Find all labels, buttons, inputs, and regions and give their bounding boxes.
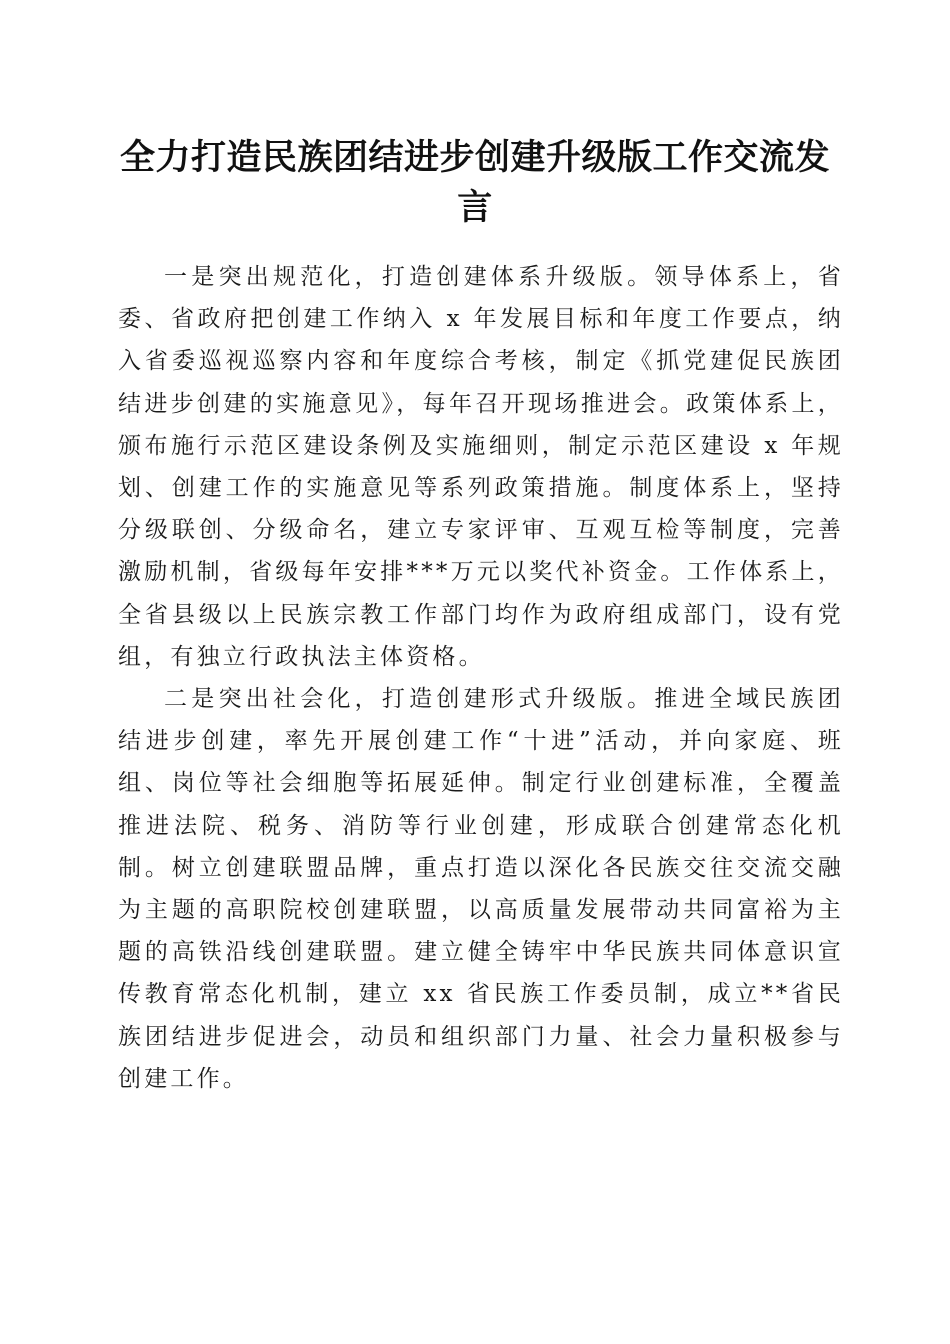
paragraph-1: [118, 256, 844, 678]
paragraph-2-lead: 二是突出社会化，打造创建形式升级版。: [164, 686, 655, 713]
paragraph-1-text: 领导体系上，省委、省政府把创建工作纳入 x 年发展目标和年度工作要点，纳入省委巡视巡察内容和年度综合考核，制定《抓党建促民族团结进步创建的实施意见》，每年召开现场推进会。政策体系上，颁布施行示范区建设条例及实施细则，制定示范区建设 x 年规划、创建工作的实施意见等系列政策措施。制度体系上，坚持分级联创、分级命名，建立专家评审、互观互检等制度，完善激励机制，省级每年安排***万元以奖代补资金。工作体系上，全省县级以上民族宗教工作部门均作为政府组成部门，设有党组，有独立行政执法主体资格。: [118, 264, 844, 670]
paragraph-2-text: 推进全域民族团结进步创建，率先开展创建工作“十进”活动，并向家庭、班组、岗位等社会细胞等拓展延伸。制定行业创建标准，全覆盖推进法院、税务、消防等行业创建，形成联合创建常态化机制。树立创建联盟品牌，重点打造以深化各民族交往交流交融为主题的高职院校创建联盟，以高质量发展带动共同富裕为主题的高铁沿线创建联盟。建立健全铸牢中华民族共同体意识宣传教育常态化机制，建立 xx 省民族工作委员制，成立**省民族团结进步促进会，动员和组织部门力量、社会力量积极参与创建工作。: [118, 686, 844, 1092]
document-body: [118, 256, 844, 1100]
paragraph-1-lead: 一是突出规范化，打造创建体系升级版。: [164, 264, 655, 290]
paragraph-2: [118, 678, 844, 1100]
document-title: 全力打造民族团结进步创建升级版工作交流发言: [119, 137, 830, 228]
